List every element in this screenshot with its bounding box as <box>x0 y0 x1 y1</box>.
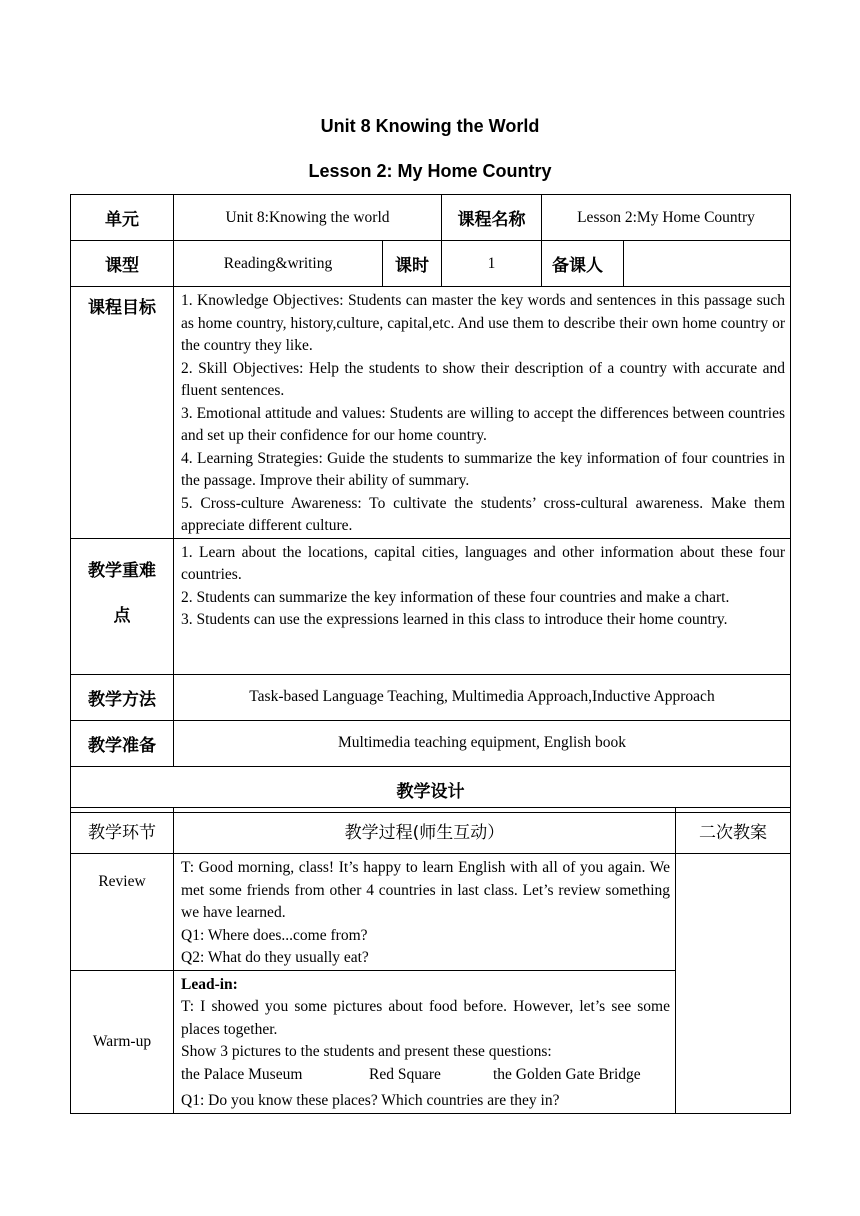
key-point-item: 2. Students can summarize the key information of these four countries and make a chart. <box>181 588 730 606</box>
stage-column-header: 教学环节 <box>71 808 174 854</box>
place-item: the Palace Museum <box>181 1065 303 1083</box>
objective-item: 4. Learning Strategies: Guide the students to summarize the key information of four countries in the passage. Improve their ability of summary. <box>181 449 785 489</box>
key-point-item: 1. Learn about the locations, capital cities, languages and other information about these four countries. <box>181 543 785 583</box>
lesson-info-table <box>70 194 791 813</box>
second-plan-column-header: 二次教案 <box>676 808 791 854</box>
places-list <box>181 1064 670 1087</box>
preparation-value: Multimedia teaching equipment, English book <box>174 720 791 766</box>
document-title: Unit 8 Knowing the World <box>320 116 540 136</box>
lead-in-heading: Lead-in: <box>181 975 238 993</box>
course-name-value: Lesson 2:My Home Country <box>542 195 791 241</box>
objective-item: 1. Knowledge Objectives: Students can master the key words and sentences in this passage such as home country, history,culture, capital,etc. And use them to describe their own home country or the country they like. <box>181 292 785 354</box>
objective-item: 2. Skill Objectives: Help the students to show their description of a country with accurate and fluent sentences. <box>181 359 785 399</box>
key-points-content <box>174 538 791 674</box>
stage-name-review: Review <box>71 854 174 971</box>
objective-item: 3. Emotional attitude and values: Students are willing to accept the differences between countries and set up their confidence for our home country. <box>181 404 785 444</box>
place-item: Red Square <box>369 1065 441 1083</box>
methods-value: Task-based Language Teaching, Multimedia Approach,Inductive Approach <box>174 674 791 720</box>
stage-name-warm-up: Warm-up <box>71 970 174 1113</box>
key-points-label: 教学重难 点 <box>71 538 174 674</box>
course-name-label: 课程名称 <box>442 195 542 241</box>
teaching-design-table <box>70 807 791 1114</box>
preparer-label: 备课人 <box>542 241 624 287</box>
place-item: the Golden Gate Bridge <box>493 1065 641 1083</box>
lesson-type-label: 课型 <box>71 241 174 287</box>
review-process: T: Good morning, class! It’s happy to learn English with all of you again. We met some friends from other 4 countries in last class. Let’s review something we have learned. Q1: Where does...come from? Q2: What do they usually eat? <box>174 854 676 971</box>
objective-item: 5. Cross-culture Awareness: To cultivate the students’ cross-cultural awareness. Make them appreciate different culture. <box>181 494 785 534</box>
warm-up-process: Lead-in: T: I showed you some pictures about food before. However, let’s see some places together. Show 3 pictures to the students and present these questions: the Palace Museum Red Square the Golden Gate Bridge Q1: Do you know these places? Which countries are they in? <box>174 970 676 1113</box>
lesson-type-value: Reading&writing <box>174 241 383 287</box>
lesson-title: Lesson 2: My Home Country <box>308 161 552 181</box>
unit-value: Unit 8:Knowing the world <box>174 195 442 241</box>
unit-label: 单元 <box>71 195 174 241</box>
objectives-label: 课程目标 <box>71 287 174 539</box>
preparer-value <box>624 241 791 287</box>
period-label: 课时 <box>383 241 442 287</box>
process-column-header: 教学过程(师生互动） <box>174 808 676 854</box>
methods-label: 教学方法 <box>71 674 174 720</box>
objectives-content <box>174 287 791 539</box>
key-point-item: 3. Students can use the expressions learned in this class to introduce their home country. <box>181 611 728 628</box>
second-plan-cell <box>676 854 791 1114</box>
design-heading: 教学设计 <box>71 766 791 812</box>
period-value: 1 <box>442 241 542 287</box>
preparation-label: 教学准备 <box>71 720 174 766</box>
